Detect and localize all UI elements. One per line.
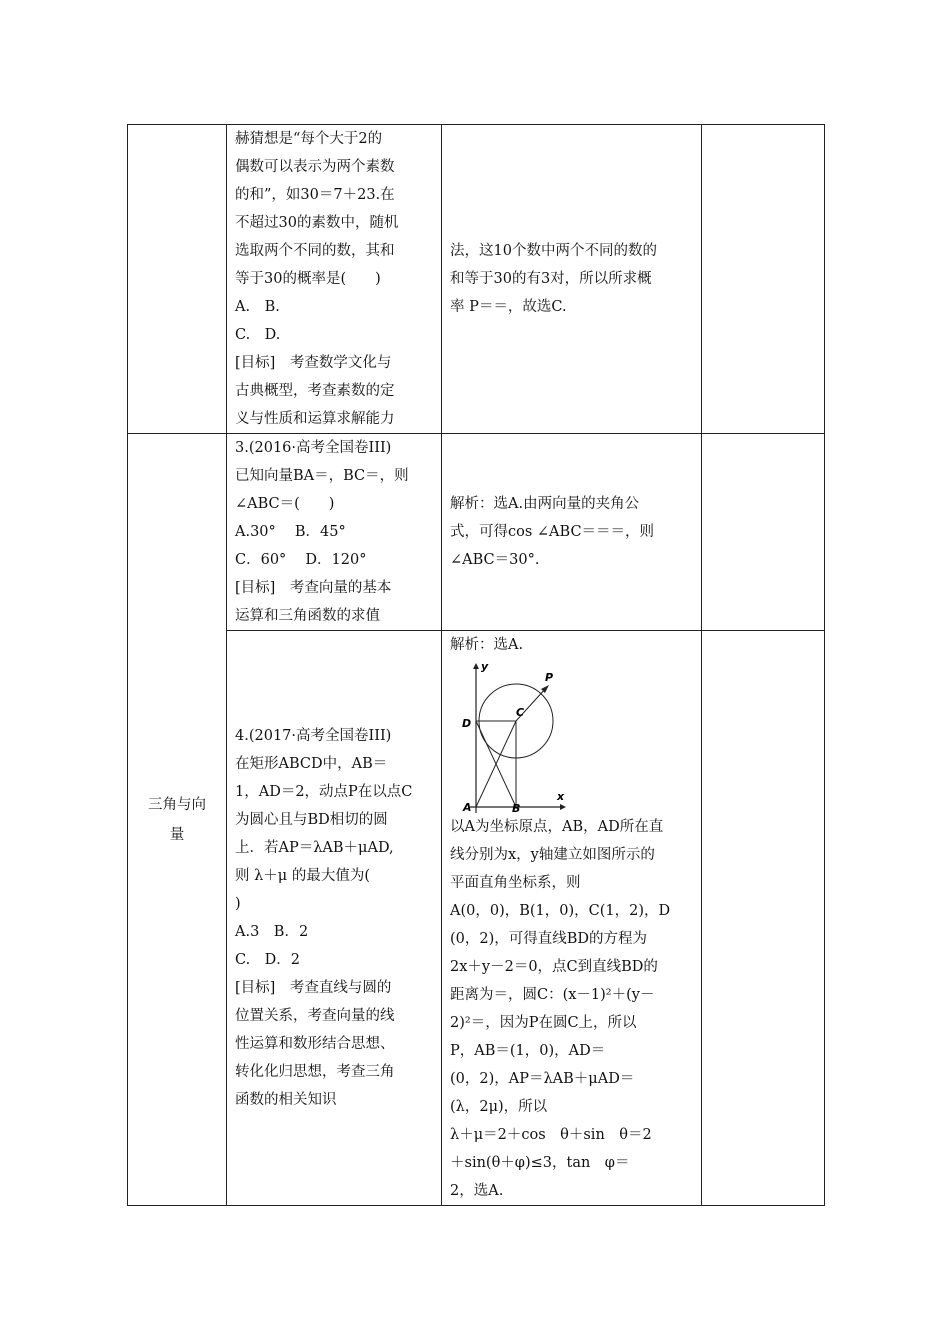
question-line: 不超过30的素数中，随机 (235, 215, 399, 231)
goal-line: [目标] 考查数学文化与 (235, 355, 392, 371)
answer-line: (0，2)，AP＝λAB＋μAD＝ (450, 1071, 635, 1087)
answer-cell (442, 631, 702, 1206)
goal-line: [目标] 考查向量的基本 (235, 580, 392, 596)
table-row (128, 631, 825, 1206)
option-line: A.30° B．45° (235, 524, 346, 540)
content-table (127, 124, 825, 1206)
answer-line: A(0，0)，B(1，0)，C(1，2)，D (450, 903, 671, 919)
label-a: A (463, 801, 472, 813)
category-label: 三角与向量 (148, 796, 206, 843)
answer-line: 2x＋y－2＝0，点C到直线BD的 (450, 959, 658, 975)
goal-line: 位置关系，考查向量的线 (235, 1008, 395, 1024)
answer-line: (λ，2μ)，所以 (450, 1099, 548, 1115)
question-line: 上．若AP＝λAB＋μAD, (235, 840, 394, 856)
question-cell (227, 434, 442, 631)
y-axis-arrow (473, 663, 479, 669)
option-line: C. D. (235, 327, 281, 343)
answer-cell (442, 434, 702, 631)
answer-line: 以A为坐标原点，AB，AD所在直 (450, 819, 664, 835)
category-cell-empty (128, 125, 227, 434)
answer-head: 解析：选A. (450, 637, 524, 653)
question-line: 为圆心且与BD相切的圆 (235, 812, 388, 828)
question-line: ) (235, 896, 241, 912)
question-line: 选取两个不同的数，其和 (235, 243, 395, 259)
question-line: ∠ABC＝( ) (235, 496, 335, 512)
option-line: C. D．2 (235, 952, 301, 968)
answer-line: ∠ABC＝30°. (450, 552, 540, 568)
notes-cell (702, 125, 825, 434)
goal-line: 义与性质和运算求解能力 (235, 411, 395, 427)
answer-line: 解析：选A.由两向量的夹角公 (450, 496, 640, 512)
goal-line: 性运算和数形结合思想、 (235, 1036, 395, 1052)
label-y: y (481, 661, 489, 673)
answer-cell (442, 125, 702, 434)
label-d: D (462, 717, 472, 730)
question-cell (227, 125, 442, 434)
question-line: 则 λ＋μ 的最大值为( (235, 868, 370, 884)
goal-line: 运算和三角函数的求值 (235, 608, 380, 624)
answer-line: 和等于30的有3对，所以所求概 (450, 271, 652, 287)
label-b: B (512, 802, 521, 813)
label-c: C (516, 706, 525, 719)
question-line: 等于30的概率是( ) (235, 271, 381, 287)
answer-line: λ＋μ＝2＋cos θ＋sin θ＝2 (450, 1127, 652, 1143)
answer-line: 2)²＝，因为P在圆C上，所以 (450, 1015, 637, 1031)
answer-line: 2，选A. (450, 1183, 504, 1199)
category-cell (128, 434, 227, 1206)
question-line: 偶数可以表示为两个素数 (235, 159, 395, 175)
answer-line: 距离为＝，圆C：(x－1)²＋(y－ (450, 987, 655, 1003)
option-line: A.3 B．2 (235, 924, 309, 940)
answer-line: 法，这10个数中两个不同的数的 (450, 243, 657, 259)
answer-line: (0，2)，可得直线BD的方程为 (450, 931, 648, 947)
question-cell (227, 631, 442, 1206)
answer-line: 平面直角坐标系，则 (450, 875, 581, 891)
question-line: 已知向量BA＝，BC＝，则 (235, 468, 409, 484)
label-p: P (545, 671, 554, 684)
option-line: A. B. (235, 299, 280, 315)
question-line: 3.(2016·高考全国卷III) (235, 440, 392, 456)
answer-line: 率 P＝＝，故选C. (450, 299, 567, 315)
goal-line: 函数的相关知识 (235, 1092, 337, 1108)
goal-line: 古典概型，考查素数的定 (235, 383, 395, 399)
answer-line: P，AB＝(1，0)，AD＝ (450, 1043, 606, 1059)
goal-line: [目标] 考查直线与圆的 (235, 980, 392, 996)
question-line: 在矩形ABCD中，AB＝ (235, 756, 388, 772)
notes-cell (702, 631, 825, 1206)
question-line: 1，AD＝2，动点P在以点C (235, 784, 413, 800)
question-line: 的和”，如30＝7＋23.在 (235, 187, 395, 203)
label-x: x (557, 790, 565, 803)
goal-line: 转化化归思想，考查三角 (235, 1064, 395, 1080)
question-line: 4.(2017·高考全国卷III) (235, 728, 392, 744)
answer-line: ＋sin(θ＋φ)≤3，tan φ＝ (450, 1155, 630, 1171)
notes-cell (702, 434, 825, 631)
coordinate-figure (456, 661, 566, 813)
x-axis-arrow (560, 804, 566, 810)
table-row (128, 434, 825, 631)
question-line: 赫猜想是“每个大于2的 (235, 131, 383, 147)
table-row (128, 125, 825, 434)
answer-line: 线分别为x，y轴建立如图所示的 (450, 847, 655, 863)
answer-line: 式，可得cos ∠ABC＝＝＝，则 (450, 524, 655, 540)
option-line: C．60° D．120° (235, 552, 367, 568)
